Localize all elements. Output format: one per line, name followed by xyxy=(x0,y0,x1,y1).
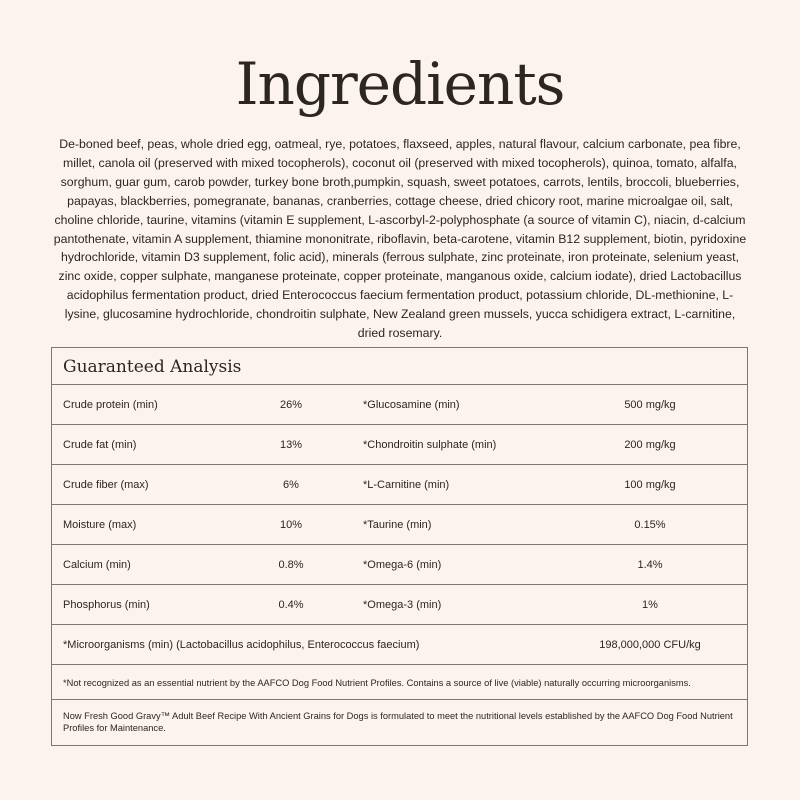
nutrient-label: Crude fat (min) xyxy=(63,439,137,451)
nutrient-label: Crude protein (min) xyxy=(63,399,158,411)
analysis-heading: Guaranteed Analysis xyxy=(52,348,747,385)
nutrient-label: *Taurine (min) xyxy=(363,519,432,531)
nutrient-value: 10% xyxy=(279,519,303,531)
nutrient-value: 200 mg/kg xyxy=(624,439,676,451)
guaranteed-analysis-table xyxy=(51,347,748,746)
nutrient-value: 0.8% xyxy=(278,559,304,571)
nutrient-label: Moisture (max) xyxy=(63,519,137,531)
nutrient-label: Calcium (min) xyxy=(63,559,131,571)
nutrient-value: 26% xyxy=(279,399,303,411)
ingredients-list: De-boned beef, peas, whole dried egg, oatmeal, rye, potatoes, flaxseed, apples, natural flavour, calcium carbonate, pea fibre, millet, canola oil (preserved with mixed tocopherols), coconut oil (preserved with mixed tocopherols), quinoa, tomato, alfalfa, sorghum, guar gum, carob powder, turkey bone broth,pumpkin, squash, sweet potatoes, carrots, lentils, broccoli, blueberries, papayas, blackberries, pomegranate, bananas, cranberries, cottage cheese, dried chicory root, marine microalgae oil, salt, choline chloride, taurine, vitamins (vitamin E supplement, L-ascorbyl-2-polyphosphate (a source of vitamin C), niacin, d-calcium pantothenate, vitamin A supplement, thiamine mononitrate, riboflavin, beta-carotene, vitamin B12 supplement, biotin, pyridoxine hydrochloride, vitamin D3 supplement, folic acid), minerals (ferrous sulphate, zinc proteinate, iron proteinate, selenium yeast, zinc oxide, copper sulphate, manganese proteinate, copper proteinate, manganous oxide, calcium iodate), dried Lactobacillus acidophilus fermentation product, dried Enterococcus faecium fermentation product, potassium chloride, DL-methionine, L-lysine, glucosamine hydrochloride, chondroitin sulphate, New Zealand green mussels, yucca schidigera extract, L-carnitine, dried rosemary. xyxy=(53,137,747,341)
nutrient-label: *Glucosamine (min) xyxy=(363,399,460,411)
footnote: *Not recognized as an essential nutrient by the AAFCO Dog Food Nutrient Profiles. Contains a source of live (viable) naturally occurring microorganisms. xyxy=(52,665,747,700)
microorganisms-label: *Microorganisms (min) (Lactobacillus acidophilus, Enterococcus faecium) xyxy=(63,639,420,651)
nutrient-value: 500 mg/kg xyxy=(624,399,676,411)
nutrient-label: Crude fiber (max) xyxy=(63,479,149,491)
nutrient-label: *Omega-6 (min) xyxy=(363,559,442,571)
nutrient-label: *Omega-3 (min) xyxy=(363,599,442,611)
table-row xyxy=(52,385,747,425)
nutrient-value: 1.4% xyxy=(637,559,663,571)
table-row xyxy=(52,585,747,625)
table-row xyxy=(52,465,747,505)
nutrient-value: 0.4% xyxy=(278,599,304,611)
nutrient-label: *Chondroitin sulphate (min) xyxy=(363,439,497,451)
nutrient-value: 13% xyxy=(279,439,303,451)
nutrient-value: 1% xyxy=(642,599,658,611)
nutrient-value: 100 mg/kg xyxy=(624,479,676,491)
table-row xyxy=(52,425,747,465)
page-title: Ingredients xyxy=(235,50,565,118)
microorganisms-value: 198,000,000 CFU/kg xyxy=(599,639,701,651)
aafco-statement: Now Fresh Good Gravy™ Adult Beef Recipe With Ancient Grains for Dogs is formulated to meet the nutritional levels established by the AAFCO Dog Food Nutrient Profiles for Maintenance. xyxy=(63,710,733,734)
table-row xyxy=(52,545,747,585)
nutrient-label: Phosphorus (min) xyxy=(63,599,150,611)
nutrient-value: 0.15% xyxy=(634,519,666,531)
nutrient-value: 6% xyxy=(283,479,299,491)
table-row xyxy=(52,505,747,545)
microorganisms-row xyxy=(52,625,747,665)
nutrient-label: *L-Carnitine (min) xyxy=(363,479,450,491)
